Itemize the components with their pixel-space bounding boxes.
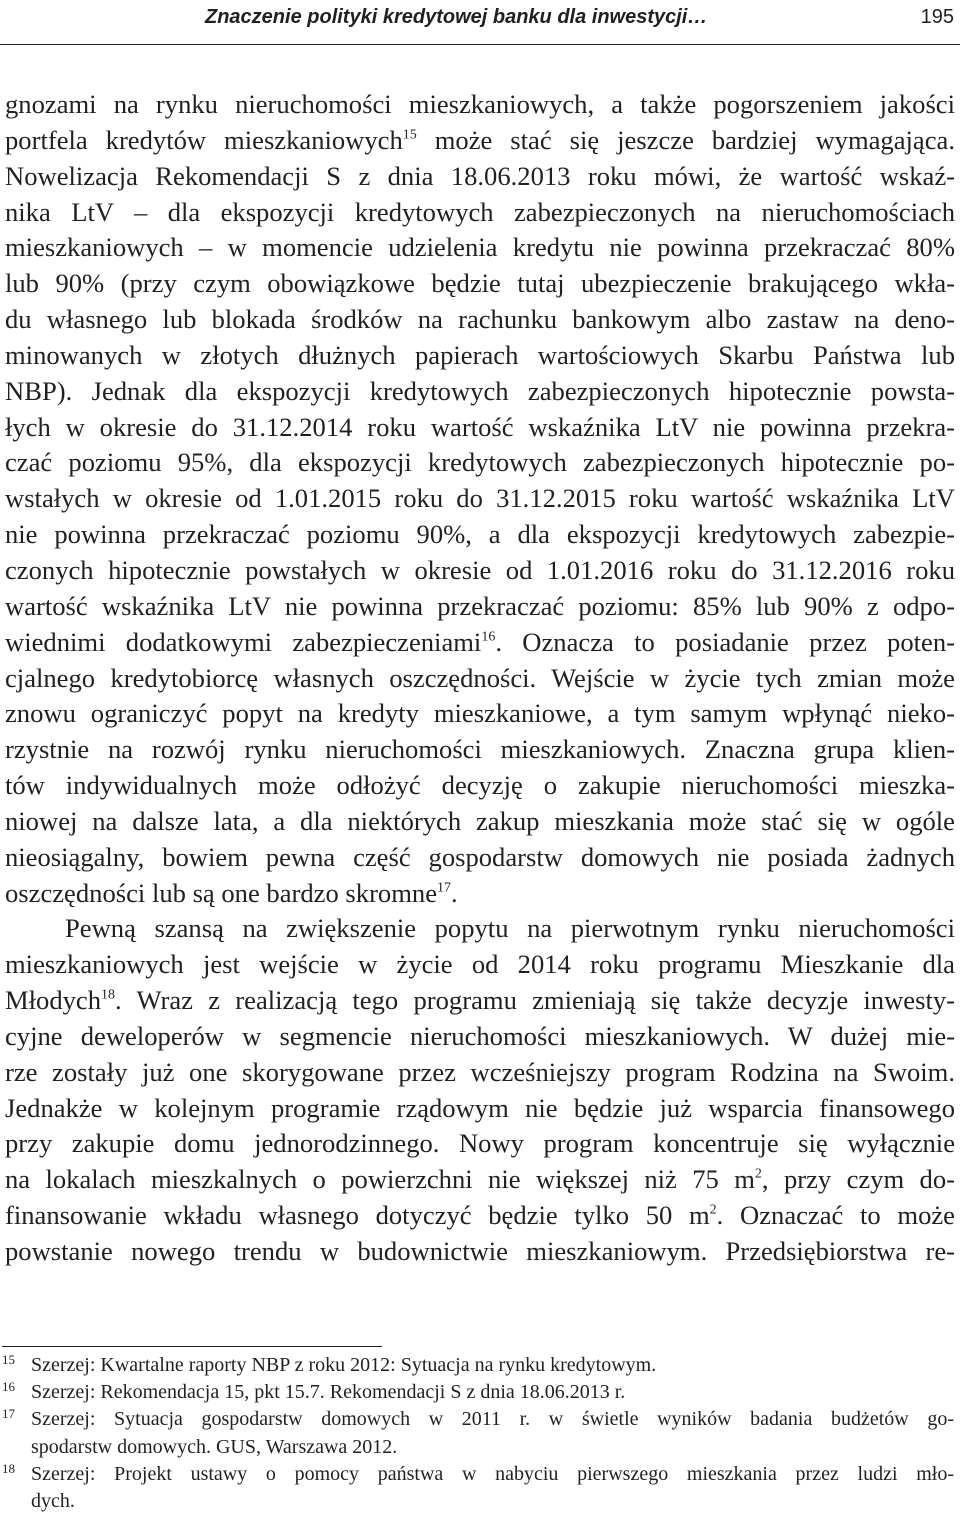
line-text: wiednimi dodatkowymi zabezpieczeniami	[5, 626, 482, 657]
body-line	[5, 840, 955, 876]
body-line	[5, 696, 955, 732]
line-text: du własnego lub blokada środków na rachunku bankowym albo zastaw na deno-	[5, 304, 955, 335]
body-line	[5, 1234, 955, 1270]
body-line	[5, 876, 955, 912]
body-line	[5, 804, 955, 840]
footnotes	[2, 1352, 954, 1515]
line-text: na lokalach mieszkalnych o powierzchni nie większej niż 75 m	[5, 1164, 755, 1195]
body-line	[5, 947, 955, 983]
line-text: Pewną szansą na zwiększenie popytu na pierwotnym rynku nieruchomości	[65, 913, 955, 944]
footnote-number: 18	[2, 1460, 15, 1476]
footnote-separator	[2, 1346, 382, 1347]
body-line	[5, 230, 955, 266]
footnote-reference[interactable]: 16	[481, 629, 496, 645]
body-line	[5, 1126, 955, 1162]
footnote-reference[interactable]: 18	[101, 987, 116, 1003]
body-line	[5, 732, 955, 768]
footnote-line: Szerzej: Rekomendacja 15, pkt 15.7. Rekomendacji S z dnia 18.06.2013 r.	[31, 1381, 626, 1404]
footnote-text	[2, 1352, 954, 1379]
footnote-number: 17	[2, 1406, 15, 1422]
page-number: 195	[920, 6, 954, 28]
footnote-line: dych.	[31, 1489, 75, 1512]
line-text: finansowanie wkładu własnego dotyczyć będzie tylko 50 m	[5, 1200, 710, 1231]
line-text: przy zakupie domu jednorodzinnego. Nowy program koncentruje się wyłącznie	[5, 1128, 955, 1159]
body-line	[5, 266, 955, 302]
body-text	[5, 87, 955, 1270]
line-text-after: . Oznacza to posiadanie przez poten-	[495, 626, 955, 657]
body-line	[5, 1055, 955, 1091]
line-text: portfela kredytów mieszkaniowych	[5, 124, 403, 155]
footnote-reference[interactable]: 2	[754, 1166, 762, 1182]
line-text: mieszkaniowych jest wejście w życie od 2014 roku programu Mieszkanie dla	[5, 949, 955, 980]
body-line	[5, 517, 955, 553]
line-text: Nowelizacja Rekomendacji S z dnia 18.06.2013 roku mówi, że wartość wskaź-	[5, 160, 955, 191]
line-text: wstałych w okresie od 1.01.2015 roku do 31.12.2015 roku wartość wskaźnika LtV	[5, 483, 955, 514]
body-line	[5, 302, 955, 338]
body-line	[5, 87, 955, 123]
line-text-after: . Wraz z realizacją tego programu zmieniają się także decyzje inwesty-	[115, 985, 955, 1016]
line-text: rze zostały już one skorygowane przez wcześniejszy program Rodzina na Swoim.	[5, 1056, 955, 1087]
body-line	[5, 1198, 955, 1234]
footnote-line: Szerzej: Kwartalne raporty NBP z roku 2012: Sytuacja na rynku kredytowym.	[31, 1354, 657, 1376]
footnote	[2, 1406, 954, 1460]
footnote-text	[2, 1406, 954, 1460]
body-line	[5, 445, 955, 481]
line-text: tów indywidualnych może odłożyć decyzję o zakupie nieruchomości mieszka-	[5, 770, 955, 801]
body-line	[5, 195, 955, 231]
footnote-line: Szerzej: Sytuacja gospodarstw domowych w 2011 r. w świetle wyników badania budżetów go-	[31, 1408, 954, 1431]
line-text: nika LtV – dla ekspozycji kredytowych zabezpieczonych na nieruchomościach	[5, 196, 955, 227]
header-rule	[0, 44, 960, 45]
line-text: czać poziomu 95%, dla ekspozycji kredytowych zabezpieczonych hipotecznie po-	[5, 447, 955, 478]
footnote	[2, 1461, 954, 1515]
line-text: łych w okresie do 31.12.2014 roku wartość wskaźnika LtV nie powinna przekra-	[5, 411, 955, 442]
body-line	[5, 553, 955, 589]
line-text: rzystnie na rozwój rynku nieruchomości mieszkaniowych. Znaczna grupa klien-	[5, 734, 955, 765]
line-text: gnozami na rynku nieruchomości mieszkaniowych, a także pogorszeniem jakości	[5, 89, 955, 119]
body-line	[5, 123, 955, 159]
line-text: Młodych	[5, 985, 102, 1016]
body-line	[5, 374, 955, 410]
body-line	[5, 1091, 955, 1127]
line-text: powstanie nowego trendu w budownictwie mieszkaniowym. Przedsiębiorstwa re-	[5, 1236, 955, 1266]
line-text: niowej na dalsze lata, a dla niektórych zakup mieszkania może stać się w ogóle	[5, 805, 955, 836]
footnote-text	[2, 1379, 954, 1406]
line-text: Jednakże w kolejnym programie rządowym nie będzie już wsparcia finansowego	[5, 1092, 955, 1123]
line-text: nie powinna przekraczać poziomu 90%, a dla ekspozycji kredytowych zabezpie-	[5, 519, 955, 550]
body-line	[5, 911, 955, 947]
line-text: cyjne deweloperów w segmencie nieruchomości mieszkaniowych. W dużej mie-	[5, 1020, 955, 1051]
line-text: wartość wskaźnika LtV nie powinna przekraczać poziomu: 85% lub 90% z odpo-	[5, 590, 955, 621]
body-line	[5, 159, 955, 195]
line-text-after: może stać się jeszcze bardziej wymagająca.	[416, 124, 955, 155]
footnote-line: spodarstw domowych. GUS, Warszawa 2012.	[31, 1435, 398, 1458]
body-line	[5, 1019, 955, 1055]
running-title: Znaczenie polityki kredytowej banku dla inwestycji…	[205, 6, 708, 28]
line-text: NBP). Jednak dla ekspozycji kredytowych zabezpieczonych hipotecznie powsta-	[5, 375, 955, 406]
line-text: znowu ograniczyć popyt na kredyty mieszkaniowe, a tym samym wpłynąć nieko-	[5, 698, 955, 729]
body-line	[5, 661, 955, 697]
footnote-number: 15	[2, 1352, 15, 1367]
footnote	[2, 1352, 954, 1379]
footnote-reference[interactable]: 15	[402, 127, 417, 143]
body-line	[5, 410, 955, 446]
line-text: czonych hipotecznie powstałych w okresie od 1.01.2016 roku do 31.12.2016 roku	[5, 554, 955, 585]
line-text: cjalnego kredytobiorcę własnych oszczędności. Wejście w życie tych zmian może	[5, 662, 955, 693]
footnote-reference[interactable]: 2	[709, 1202, 717, 1218]
line-text-after: , przy czym do-	[761, 1164, 956, 1195]
footnote-reference[interactable]: 17	[437, 880, 452, 896]
body-line	[5, 983, 955, 1019]
body-line	[5, 1162, 955, 1198]
footnote-text	[2, 1461, 954, 1515]
running-header	[0, 0, 960, 44]
line-text: nieosiągalny, bowiem pewna część gospodarstw domowych nie posiada żadnych	[5, 841, 955, 872]
body-line	[5, 589, 955, 625]
line-text: mieszkaniowych – w momencie udzielenia kredytu nie powinna przekraczać 80%	[5, 232, 955, 263]
line-text-after: . Oznaczać to może	[716, 1200, 955, 1231]
body-line	[5, 481, 955, 517]
body-line	[5, 338, 955, 374]
line-text: lub 90% (przy czym obowiązkowe będzie tutaj ubezpieczenie brakującego wkła-	[5, 268, 955, 299]
line-text: oszczędności lub są one bardzo skromne	[5, 877, 438, 908]
line-text-after: .	[451, 877, 458, 908]
body-line	[5, 768, 955, 804]
footnote-number: 16	[2, 1379, 15, 1395]
footnote-line: Szerzej: Projekt ustawy o pomocy państwa w nabyciu pierwszego mieszkania przez ludzi mło-	[31, 1462, 954, 1485]
body-line	[5, 625, 955, 661]
line-text: minowanych w złotych dłużnych papierach wartościowych Skarbu Państwa lub	[5, 339, 955, 370]
footnote	[2, 1379, 954, 1406]
